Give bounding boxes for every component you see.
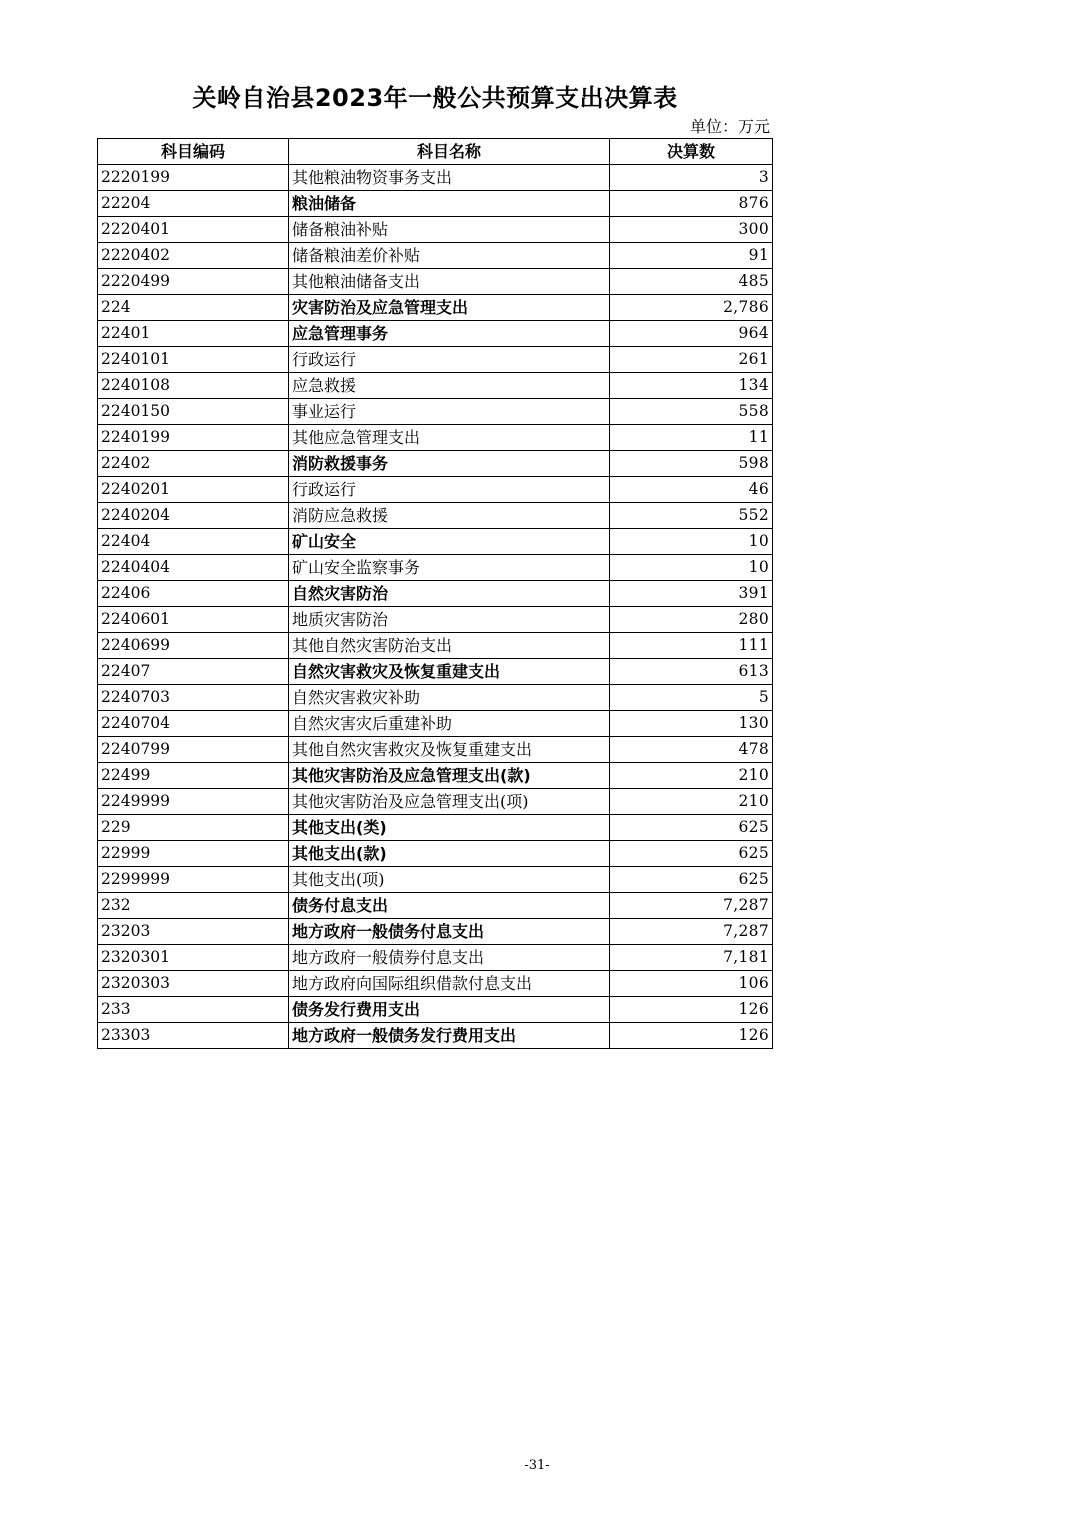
amount-cell: 598: [610, 451, 773, 477]
amount-cell: 10: [610, 555, 773, 581]
table-row: [98, 347, 773, 373]
amount-cell: 964: [610, 321, 773, 347]
name-cell: 其他支出(项): [289, 867, 610, 893]
amount-cell: 485: [610, 269, 773, 295]
amount-cell: 106: [610, 971, 773, 997]
amount-cell: 261: [610, 347, 773, 373]
table-row: [98, 217, 773, 243]
code-cell: 233: [98, 997, 289, 1023]
code-cell: 2240704: [98, 711, 289, 737]
amount-cell: 625: [610, 841, 773, 867]
table-row: [98, 789, 773, 815]
amount-cell: 111: [610, 633, 773, 659]
code-cell: 2249999: [98, 789, 289, 815]
table-row: [98, 451, 773, 477]
table-row: [98, 737, 773, 763]
unit-label: 单位：万元: [689, 117, 770, 136]
amount-cell: 7,287: [610, 893, 773, 919]
name-cell: 地方政府一般债券付息支出: [289, 945, 610, 971]
code-cell: 22401: [98, 321, 289, 347]
table-row: [98, 685, 773, 711]
amount-cell: 478: [610, 737, 773, 763]
amount-cell: 613: [610, 659, 773, 685]
name-cell: 其他自然灾害防治支出: [289, 633, 610, 659]
name-cell: 地方政府一般债务发行费用支出: [289, 1023, 610, 1049]
name-cell: 其他灾害防治及应急管理支出(款): [289, 763, 610, 789]
name-cell: 应急救援: [289, 373, 610, 399]
name-cell: 其他应急管理支出: [289, 425, 610, 451]
name-cell: 消防救援事务: [289, 451, 610, 477]
code-cell: 22204: [98, 191, 289, 217]
table-row: [98, 477, 773, 503]
table-header: [98, 139, 773, 165]
table-row: [98, 243, 773, 269]
code-cell: 2240799: [98, 737, 289, 763]
name-cell: 地方政府一般债务付息支出: [289, 919, 610, 945]
amount-cell: 11: [610, 425, 773, 451]
code-cell: 2299999: [98, 867, 289, 893]
code-cell: 2240601: [98, 607, 289, 633]
header-row: [98, 139, 773, 165]
amount-cell: 7,287: [610, 919, 773, 945]
table-row: [98, 581, 773, 607]
name-cell: 其他支出(款): [289, 841, 610, 867]
name-cell: 其他支出(类): [289, 815, 610, 841]
table-row: [98, 373, 773, 399]
amount-cell: 5: [610, 685, 773, 711]
table-row: [98, 529, 773, 555]
table-row: [98, 711, 773, 737]
code-cell: 2220499: [98, 269, 289, 295]
code-cell: 22404: [98, 529, 289, 555]
name-cell: 行政运行: [289, 477, 610, 503]
name-cell: 行政运行: [289, 347, 610, 373]
table-row: [98, 191, 773, 217]
amount-cell: 280: [610, 607, 773, 633]
name-cell: 粮油储备: [289, 191, 610, 217]
name-cell: 自然灾害救灾补助: [289, 685, 610, 711]
amount-cell: 625: [610, 815, 773, 841]
name-cell: 其他灾害防治及应急管理支出(项): [289, 789, 610, 815]
table-row: [98, 295, 773, 321]
code-cell: 22402: [98, 451, 289, 477]
table-row: [98, 399, 773, 425]
amount-cell: 126: [610, 1023, 773, 1049]
name-cell: 事业运行: [289, 399, 610, 425]
code-cell: 23303: [98, 1023, 289, 1049]
table-row: [98, 503, 773, 529]
name-cell: 地质灾害防治: [289, 607, 610, 633]
expenditure-table: [97, 138, 773, 1049]
code-cell: 22999: [98, 841, 289, 867]
table-row: [98, 165, 773, 191]
code-cell: 2240101: [98, 347, 289, 373]
amount-cell: 625: [610, 867, 773, 893]
header-code: 科目编码: [98, 139, 289, 165]
code-cell: 2220401: [98, 217, 289, 243]
name-cell: 其他自然灾害救灾及恢复重建支出: [289, 737, 610, 763]
table-row: [98, 659, 773, 685]
name-cell: 应急管理事务: [289, 321, 610, 347]
table-row: [98, 919, 773, 945]
table-row: [98, 763, 773, 789]
amount-cell: 2,786: [610, 295, 773, 321]
code-cell: 2240204: [98, 503, 289, 529]
amount-cell: 876: [610, 191, 773, 217]
name-cell: 储备粮油补贴: [289, 217, 610, 243]
code-cell: 2240108: [98, 373, 289, 399]
table-row: [98, 893, 773, 919]
name-cell: 其他粮油储备支出: [289, 269, 610, 295]
code-cell: 229: [98, 815, 289, 841]
name-cell: 地方政府向国际组织借款付息支出: [289, 971, 610, 997]
amount-cell: 552: [610, 503, 773, 529]
code-cell: 22499: [98, 763, 289, 789]
code-cell: 22407: [98, 659, 289, 685]
name-cell: 其他粮油物资事务支出: [289, 165, 610, 191]
amount-cell: 300: [610, 217, 773, 243]
code-cell: 2220199: [98, 165, 289, 191]
header-amount: 决算数: [610, 139, 773, 165]
table-row: [98, 945, 773, 971]
page-title: 关岭自治县2023年一般公共预算支出决算表: [192, 84, 678, 112]
amount-cell: 91: [610, 243, 773, 269]
table-row: [98, 425, 773, 451]
amount-cell: 558: [610, 399, 773, 425]
amount-cell: 46: [610, 477, 773, 503]
code-cell: 2220402: [98, 243, 289, 269]
table-row: [98, 815, 773, 841]
code-cell: 2320303: [98, 971, 289, 997]
name-cell: 自然灾害救灾及恢复重建支出: [289, 659, 610, 685]
code-cell: 2240703: [98, 685, 289, 711]
table-row: [98, 633, 773, 659]
code-cell: 2240201: [98, 477, 289, 503]
table-row: [98, 321, 773, 347]
code-cell: 22406: [98, 581, 289, 607]
name-cell: 债务付息支出: [289, 893, 610, 919]
table-row: [98, 607, 773, 633]
name-cell: 自然灾害灾后重建补助: [289, 711, 610, 737]
name-cell: 灾害防治及应急管理支出: [289, 295, 610, 321]
table-row: [98, 971, 773, 997]
code-cell: 232: [98, 893, 289, 919]
header-name: 科目名称: [289, 139, 610, 165]
table-row: [98, 269, 773, 295]
amount-cell: 134: [610, 373, 773, 399]
table-row: [98, 555, 773, 581]
table-row: [98, 841, 773, 867]
amount-cell: 3: [610, 165, 773, 191]
code-cell: 2240150: [98, 399, 289, 425]
amount-cell: 210: [610, 789, 773, 815]
amount-cell: 130: [610, 711, 773, 737]
code-cell: 23203: [98, 919, 289, 945]
code-cell: 2320301: [98, 945, 289, 971]
name-cell: 储备粮油差价补贴: [289, 243, 610, 269]
code-cell: 224: [98, 295, 289, 321]
name-cell: 矿山安全: [289, 529, 610, 555]
table-row: [98, 997, 773, 1023]
name-cell: 自然灾害防治: [289, 581, 610, 607]
table-body: [98, 165, 773, 1049]
code-cell: 2240699: [98, 633, 289, 659]
name-cell: 消防应急救援: [289, 503, 610, 529]
amount-cell: 210: [610, 763, 773, 789]
amount-cell: 391: [610, 581, 773, 607]
amount-cell: 10: [610, 529, 773, 555]
code-cell: 2240199: [98, 425, 289, 451]
page-number: -31-: [524, 1458, 550, 1473]
amount-cell: 126: [610, 997, 773, 1023]
amount-cell: 7,181: [610, 945, 773, 971]
table-row: [98, 867, 773, 893]
table-row: [98, 1023, 773, 1049]
code-cell: 2240404: [98, 555, 289, 581]
name-cell: 矿山安全监察事务: [289, 555, 610, 581]
name-cell: 债务发行费用支出: [289, 997, 610, 1023]
